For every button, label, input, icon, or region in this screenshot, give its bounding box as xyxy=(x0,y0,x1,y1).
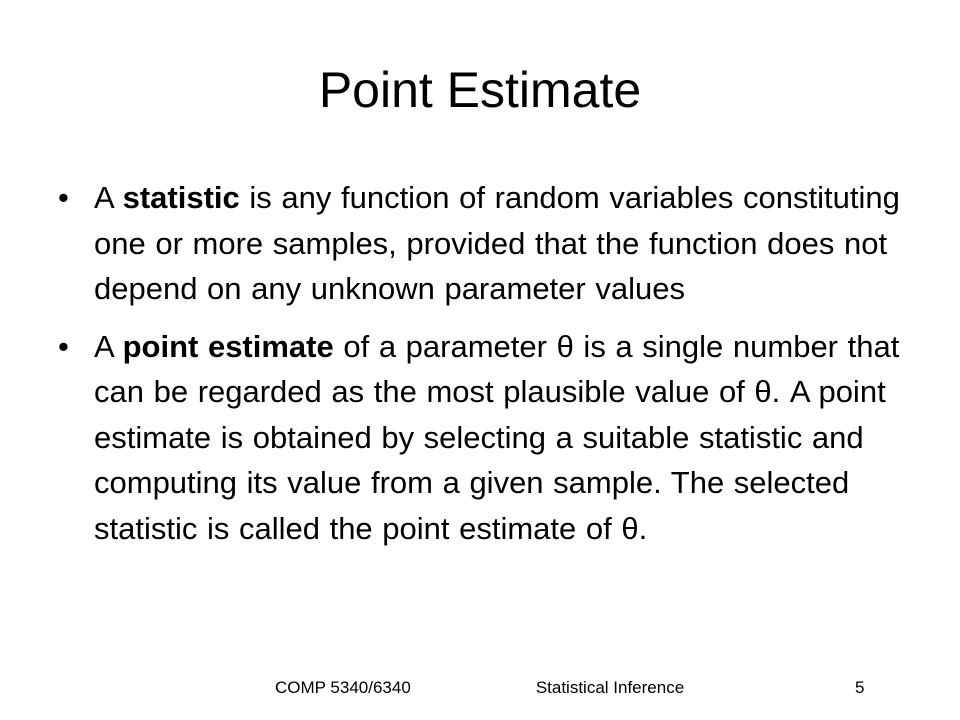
bullet-statistic xyxy=(58,175,918,312)
bullet-text-post: of a parameter θ is a single number that can be regarded as the most plausible value of θ. A point estimate is obtained by selecting a suitable statistic and computing its value from a given sample. The selected statistic is called the point estimate of θ. xyxy=(94,328,900,546)
term-point-estimate: point estimate xyxy=(122,328,334,364)
slide-title: Point Estimate xyxy=(318,62,642,118)
bullet-marker: • xyxy=(58,180,69,215)
bullet-text-pre: A xyxy=(94,328,123,364)
bullet-marker: • xyxy=(58,328,69,364)
bullet-list xyxy=(58,175,918,563)
term-statistic: statistic xyxy=(122,180,240,215)
bullet-text-post: is any function of random variables constituting one or more samples, provided that the function does not depend on any unknown parameter values xyxy=(94,180,900,306)
footer-page-number: 5 xyxy=(855,678,865,697)
footer-topic: Statistical Inference xyxy=(535,678,685,697)
bullet-text-pre: A xyxy=(94,180,123,215)
footer-course: COMP 5340/6340 xyxy=(275,678,411,697)
bullet-point-estimate xyxy=(58,324,918,552)
